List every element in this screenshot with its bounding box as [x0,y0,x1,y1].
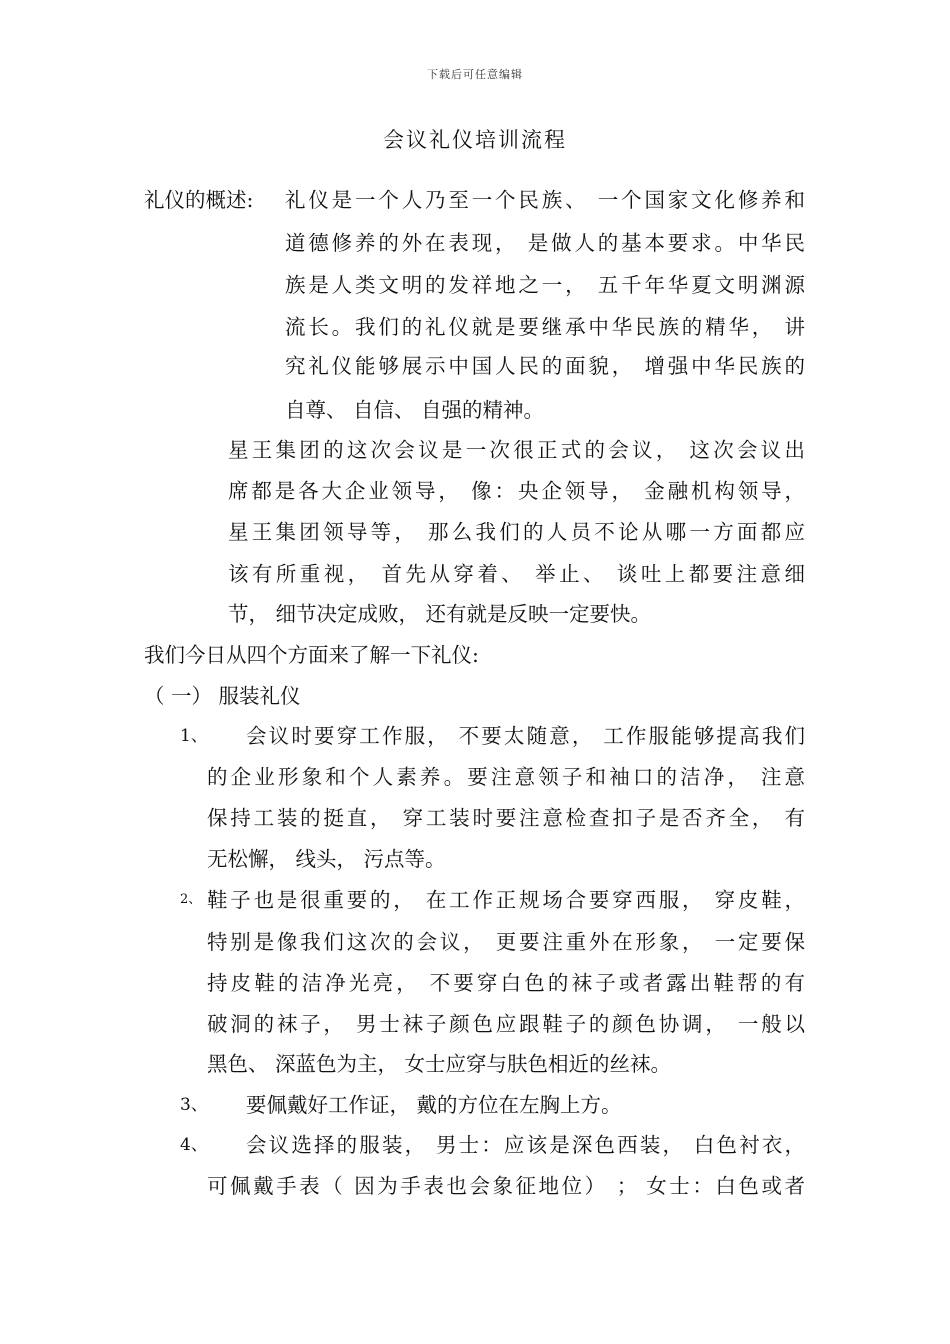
item-line: 黑色、 深蓝色为主， 女士应穿与肤色相近的丝袜。 [207,1052,672,1076]
intro-line: 席都是各大企业领导， 像：央企领导， 金融机构领导， [228,479,805,503]
item-line: 无松懈， 线头， 污点等。 [207,847,446,871]
item-line: 保持工装的挺直， 穿工装时要注意检查扣子是否齐全， 有 [207,806,805,830]
overview-line: 道德修养的外在表现， 是做人的基本要求。中华民 [285,231,805,255]
document-title: 会议礼仪培训流程 [383,128,567,152]
overview-line: 流长。我们的礼仪就是要继承中华民族的精华， 讲 [285,315,805,339]
section-heading: （ 一） 服装礼仪 [144,684,301,708]
aspects-line: 我们今日从四个方面来了解一下礼仪: [144,643,479,667]
item-line: 可佩戴手表（ 因为手表也会象征地位） ； 女士：白色或者 [207,1174,805,1198]
overview-line: 自尊、 自信、 自强的精神。 [285,398,545,422]
item-line: 会议选择的服装， 男士：应该是深色西装， 白色衬衣， [246,1133,805,1157]
overview-line: 礼仪是一个人乃至一个民族、 一个国家文化修养和 [285,188,805,212]
item-number: 3、 [180,1095,208,1115]
item-number: 1、 [180,726,208,746]
item-line: 的企业形象和个人素养。要注意领子和袖口的洁净， 注意 [207,765,805,789]
item-line: 破洞的袜子， 男士袜子颜色应跟鞋子的颜色协调， 一般以 [207,1012,805,1036]
overview-line: 族是人类文明的发祥地之一， 五千年华夏文明渊源 [285,273,805,297]
item-line: 鞋子也是很重要的， 在工作正规场合要穿西服， 穿皮鞋， [207,888,805,912]
item-line: 持皮鞋的洁净光亮， 不要穿白色的袜子或者露出鞋帮的有 [207,971,805,995]
header-note: 下载后可任意编辑 [427,68,523,81]
item-line: 特别是像我们这次的会议， 更要注重外在形象， 一定要保 [207,930,805,954]
intro-line: 星王集团领导等， 那么我们的人员不论从哪一方面都应 [228,520,805,544]
overview-label: 礼仪的概述: [144,188,254,212]
intro-line: 该有所重视， 首先从穿着、 举止、 谈吐上都要注意细 [228,562,805,586]
intro-line: 节， 细节决定成败， 还有就是反映一定要快。 [228,602,652,626]
item-line: 会议时要穿工作服， 不要太随意， 工作服能够提高我们 [246,724,805,748]
intro-line: 星王集团的这次会议是一次很正式的会议， 这次会议出 [228,438,805,462]
overview-line: 究礼仪能够展示中国人民的面貌， 增强中华民族的 [285,354,805,378]
item-number: 2、 [180,892,202,907]
item-number: 4、 [180,1135,208,1155]
item-line: 要佩戴好工作证， 戴的方位在左胸上方。 [246,1093,622,1117]
